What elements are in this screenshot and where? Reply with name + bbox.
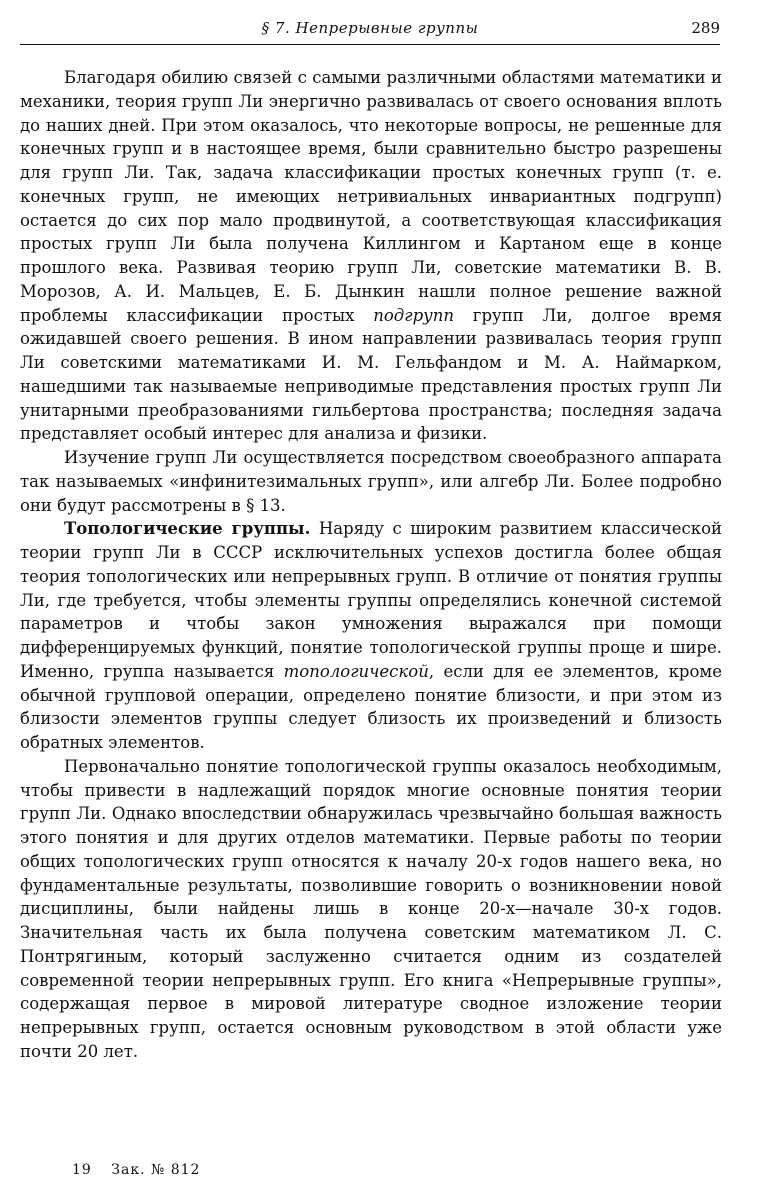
paragraph-lie-algebras: Изучение групп Ли осуществляется посредством своеобразного аппарата так называемых «инфинитезимальных групп», или алгебр Ли. Более подробно они будут рассмотрены в § 13. [20,448,722,515]
emphasis-topological: топологической [283,661,429,681]
paragraph-text: Наряду с широким развитием классической теории групп Ли в СССР исключительных успехов достигла более общая теория топологических или непрерывных групп. В отличие от понятия группы Ли, где требуется, чтобы элементы группы определялись конечной системой параметров и чтобы закон умножения выражался при помощи дифференцируемых функций, понятие топологической группы проще и шире. Именно, группа называется [20,519,722,681]
running-header [20,14,720,45]
body-text [20,66,722,1064]
paragraph-text: , если для ее элементов, кроме обычной групповой операции, определено понятие близости, и при этом из близости элементов группы следует близость их произведений и близость обратных элементов. [20,661,723,752]
signature-number: 19 [72,1162,92,1178]
emphasis-subgroups: подгрупп [373,305,454,325]
paragraph-pontryagin: Первоначально понятие топологической группы оказалось необходимым, чтобы привести в надлежащий порядок многие основные понятия теории групп Ли. Однако впоследствии обнаружилась чрезвычайно большая важность этого понятия и для других отделов математики. Первые работы по теории общих топологических групп относятся к началу 20-х годов нашего века, но фундаментальные результаты, позволившие говорить о возникновении новой дисциплины, были найдены лишь в конце 20-х—начале 30-х годов. Значительная часть их была получена советским математиком Л. С. Понтрягиным, который заслуженно считается одним из создателей современной теории непрерывных групп. Его книга «Непрерывные группы», содержащая первое в мировой литературе сводное изложение теории непрерывных групп, остается основным руководством в этой области уже почти 20 лет. [20,756,722,1061]
order-number: Зак. № 812 [111,1162,201,1178]
paragraph-text: Благодаря обилию связей с самыми различными областями математики и механики, теория групп Ли энергично развивалась от своего основания вплоть до наших дней. При этом оказалось, что некоторые вопросы, не решенные для конечных групп и в настоящее время, были сравнительно быстро разрешены для групп Ли. Так, задача классификации простых конечных групп (т. е. конечных групп, не имеющих нетривиальных инвариантных подгрупп) остается до сих пор мало продвинутой, а соответствующая классификация простых групп Ли была получена Киллингом и Картаном еще в конце прошлого века. Развивая теорию групп Ли, советские математики В. В. Морозов, А. И. Мальцев, Е. Б. Дынкин нашли полное решение важной проблемы классификации простых [20,68,722,325]
printer-signature [72,1162,214,1178]
paragraph-lie-groups-history [20,66,722,446]
paragraph-topological-groups [20,517,722,755]
paragraph-text: групп Ли, долгое время ожидавшей своего решения. В ином направлении развивалась теория групп Ли советскими математиками И. М. Гельфандом и М. А. Наймарком, нашедшими так называемые неприводимые представления простых групп Ли унитарными преобразованиями гильбертова пространства; последняя задача представляет особый интерес для анализа и физики. [20,305,722,444]
section-title: § 7. Непрерывные группы [261,19,479,37]
page-number: 289 [691,19,720,37]
run-in-heading: Топологические группы. [64,519,311,539]
